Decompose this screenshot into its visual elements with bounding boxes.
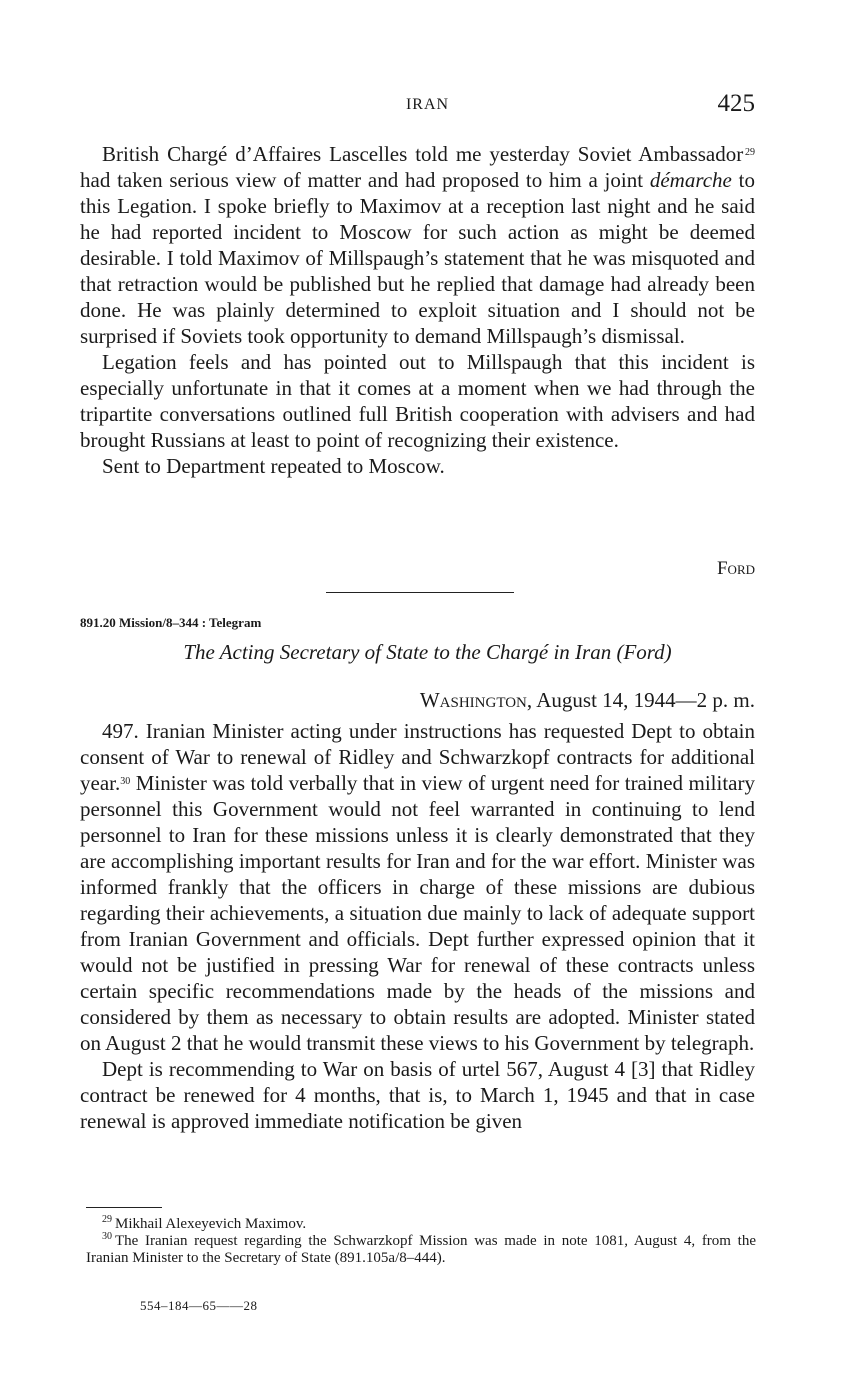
paragraph: Dept is recommending to War on basis of urtel 567, August 4 [3] that Ridley contract be renewed for 4 months, that is, to March 1, 1945 and that in case renewal is approved immediate notification be given [80, 1057, 755, 1133]
document-title: The Acting Secretary of State to the Chargé in Iran (Ford) [183, 640, 672, 664]
paragraph [80, 141, 755, 349]
footnote-text: Mikhail Alexeyevich Maximov. [115, 1216, 307, 1232]
text-run: to this Legation. I spoke briefly to Maximov at a reception last night and he said he had reported incident to Moscow for such action as might be deemed desirable. I told Maximov of Millspaugh’s statement that he was misquoted and that retraction would be published but he replied that damage had already been done. He was plainly determined to exploit situation and I should not be surprised if Soviets took opportunity to demand Millspaugh’s dismissal. [80, 168, 755, 348]
file-reference: 891.20 Mission/8–344 : Telegram [80, 615, 262, 630]
footnote-ref: 30 [120, 776, 131, 787]
footnote [86, 1233, 756, 1267]
footnote-ref: 29 [745, 147, 755, 158]
dateline-date: , August 14, 1944—2 p. m. [526, 688, 755, 712]
text-run: British Chargé d’Affaires Lascelles told me yesterday Soviet Ambassador [102, 142, 744, 166]
running-title: IRAN [405, 96, 450, 113]
footnote-text: The Iranian request regarding the Schwarzkopf Mission was made in note 1081, August 4, from the Iranian Minister to the Secretary of State (891.105a/8–444). [86, 1233, 756, 1266]
footnote-divider [86, 1207, 162, 1208]
signature: Ford [716, 558, 755, 579]
footnotes [86, 1216, 756, 1267]
footnote-number: 30 [102, 1231, 112, 1242]
print-code: 554–184—65——28 [140, 1298, 258, 1313]
dateline-place: Washington [419, 688, 527, 712]
paragraph: Sent to Department repeated to Moscow. [102, 454, 445, 478]
text-run: had taken serious view of matter and had proposed to him a joint [80, 168, 644, 192]
paragraph [80, 718, 755, 1056]
footnote [86, 1216, 756, 1233]
footnote-number: 29 [102, 1214, 112, 1225]
text-run: Minister was told verbally that in view of urgent need for trained military personnel this Government would not feel warranted in continuing to lend personnel to Iran for these missions unless it is clearly demonstrated that they are accomplishing important results for Iran and for the war effort. Minister was informed frankly that the officers in charge of these missions are dubious regarding their achievements, a situation due mainly to lack of adequate support from Iranian Government and officials. Dept further expressed opinion that it would not be justified in pressing War for renewal of these contracts unless certain specific recommendations made by the heads of the missions and considered by them as necessary to obtain results are adopted. Minister stated on August 2 that he would transmit these views to his Government by telegraph. [80, 771, 755, 1055]
page-number: 425 [717, 90, 755, 117]
dateline [420, 688, 755, 713]
section-divider [326, 592, 514, 593]
text-run: 497. Iranian Minister acting under instructions has requested Dept to obtain consent of War to renewal of Ridley and Schwarzkopf contracts for additional year. [80, 719, 755, 795]
continuation-text [80, 141, 755, 479]
paragraph: Legation feels and has pointed out to Millspaugh that this incident is especially unfortunate in that it comes at a moment when we had through the tripartite conversations outlined full British cooperation with advisers and had brought Russians at least to point of recognizing their existence. [80, 350, 755, 452]
italic-term: démarche [649, 168, 732, 192]
telegram-text [80, 718, 755, 1134]
